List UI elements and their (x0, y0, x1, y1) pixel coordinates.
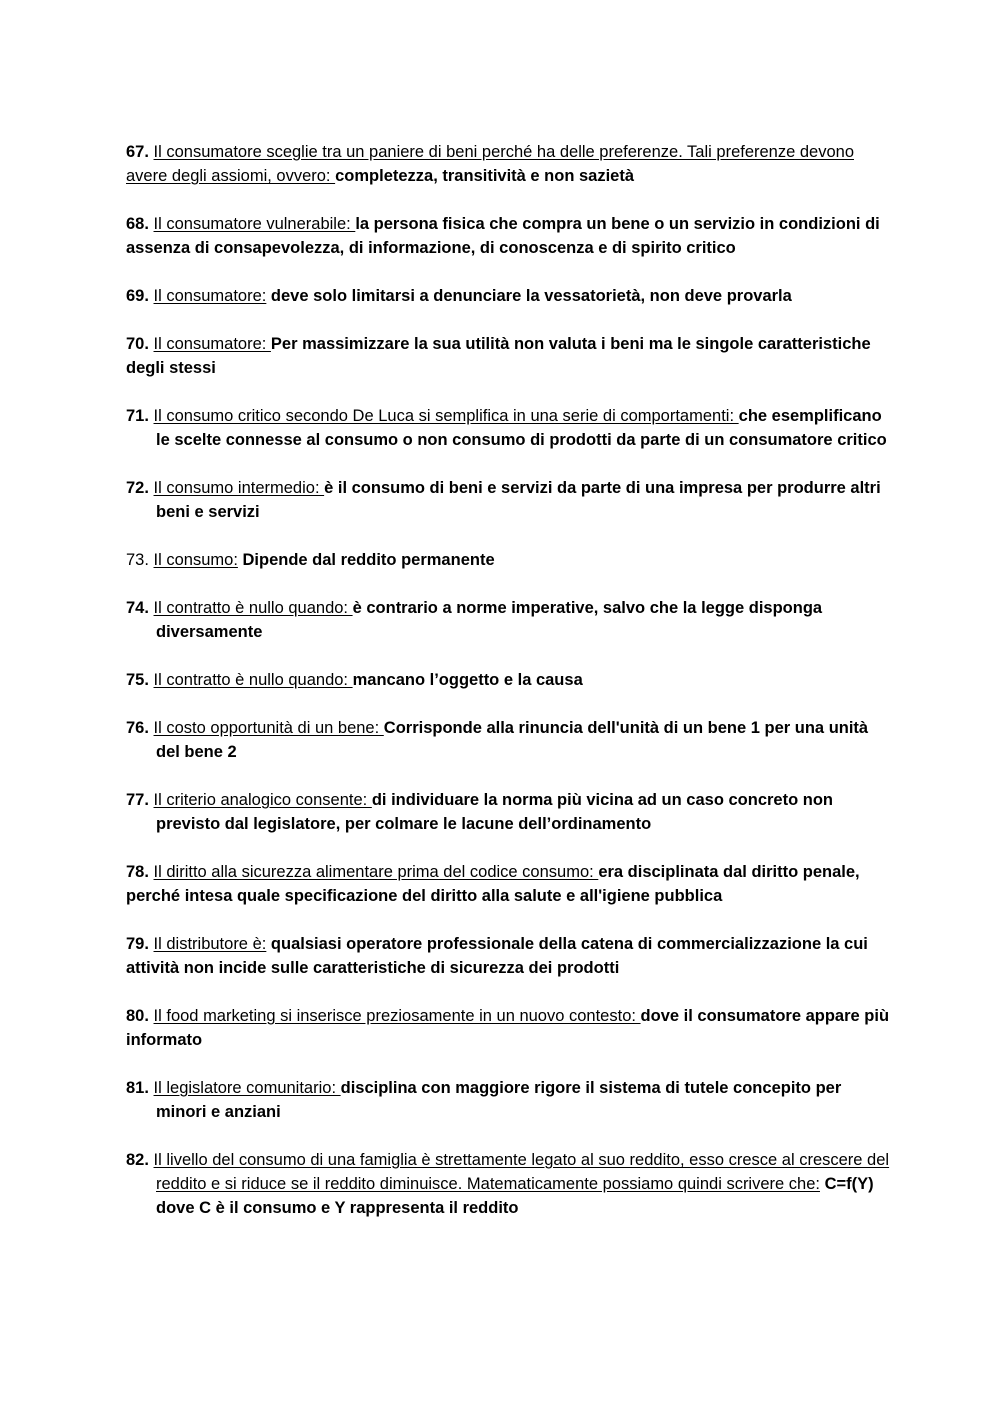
item-question: Il contratto è nullo quando: (153, 671, 353, 689)
item-answer: Per massimizzare la sua utilità non valuta i beni ma le singole caratteristiche degli stessi (126, 335, 871, 377)
item-question: Il consumo critico secondo De Luca si semplifica in una serie di comportamenti: (153, 407, 739, 425)
list-item (126, 140, 896, 188)
item-question: Il costo opportunità di un bene: (153, 719, 384, 737)
item-number: 81. (126, 1079, 149, 1097)
item-question: Il consumatore: (153, 287, 267, 305)
item-question: Il consumatore sceglie tra un paniere di beni perché ha delle preferenze. Tali preferenze devono avere degli assiomi, ovvero: (126, 143, 854, 185)
list-item (126, 332, 896, 380)
item-answer: deve solo limitarsi a denunciare la vessatorietà, non deve provarla (266, 287, 792, 305)
item-number: 79. (126, 935, 149, 953)
item-number: 69. (126, 287, 149, 305)
item-question: Il diritto alla sicurezza alimentare prima del codice consumo: (153, 863, 599, 881)
item-question: Il contratto è nullo quando: (153, 599, 353, 617)
list-item (126, 476, 896, 524)
list-item (126, 1076, 896, 1124)
item-question: Il consumatore vulnerabile: (153, 215, 356, 233)
item-question: Il food marketing si inserisce preziosamente in un nuovo contesto: (153, 1007, 641, 1025)
item-answer: qualsiasi operatore professionale della catena di commercializzazione la cui attività non incide sulle caratteristiche di sicurezza dei prodotti (126, 935, 868, 977)
item-answer: C=f(Y) dove C è il consumo e Y rappresenta il reddito (156, 1175, 874, 1217)
item-question: Il livello del consumo di una famiglia è strettamente legato al suo reddito, esso cresce al crescere del reddito e si riduce se il reddito diminuisce. Matematicamente possiamo quindi scrivere che: (153, 1151, 890, 1193)
item-number: 77. (126, 791, 149, 809)
item-number: 72. (126, 479, 149, 497)
item-number: 80. (126, 1007, 149, 1025)
item-answer: la persona fisica che compra un bene o un servizio in condizioni di assenza di consapevolezza, di informazione, di conoscenza e di spirito critico (126, 215, 880, 257)
list-item (126, 404, 896, 452)
item-number: 68. (126, 215, 149, 233)
item-number: 71. (126, 407, 149, 425)
list-item (126, 212, 896, 260)
document-page (126, 140, 896, 1244)
item-answer: disciplina con maggiore rigore il sistema di tutele concepito per minori e anziani (156, 1079, 842, 1121)
item-answer: di individuare la norma più vicina ad un caso concreto non previsto dal legislatore, per colmare le lacune dell’ordinamento (156, 791, 833, 833)
item-question: Il consumo intermedio: (153, 479, 325, 497)
list-item (126, 932, 896, 980)
item-number: 74. (126, 599, 149, 617)
item-number: 82. (126, 1151, 149, 1169)
item-question: Il criterio analogico consente: (153, 791, 372, 809)
item-number: 73. (126, 551, 149, 569)
item-number: 76. (126, 719, 149, 737)
item-question: Il consumatore: (153, 335, 271, 353)
item-answer: Dipende dal reddito permanente (237, 551, 495, 569)
list-item (126, 860, 896, 908)
item-number: 75. (126, 671, 149, 689)
item-answer: mancano l’oggetto e la causa (352, 671, 583, 689)
list-item (126, 596, 896, 644)
item-question: Il distributore è: (153, 935, 267, 953)
list-item (126, 788, 896, 836)
item-number: 70. (126, 335, 149, 353)
list-item (126, 1148, 896, 1220)
item-question: Il legislatore comunitario: (153, 1079, 341, 1097)
item-answer: che esemplificano le scelte connesse al consumo o non consumo di prodotti da parte di un consumatore critico (156, 407, 887, 449)
list-item (126, 1004, 896, 1052)
item-answer: Corrisponde alla rinuncia dell'unità di un bene 1 per una unità del bene 2 (156, 719, 869, 761)
item-question: Il consumo: (153, 551, 238, 569)
item-answer: completezza, transitività e non sazietà (335, 167, 635, 185)
item-number: 67. (126, 143, 149, 161)
list-item (126, 716, 896, 764)
item-answer: dove il consumatore appare più informato (126, 1007, 890, 1049)
list-item (126, 284, 896, 308)
list-item (126, 668, 896, 692)
item-answer: è il consumo di beni e servizi da parte di una impresa per produrre altri beni e servizi (156, 479, 881, 521)
list-item (126, 548, 896, 572)
item-answer: era disciplinata dal diritto penale, perché intesa quale specificazione del diritto alla salute e all'igiene pubblica (126, 863, 860, 905)
item-answer: è contrario a norme imperative, salvo che la legge disponga diversamente (156, 599, 823, 641)
item-number: 78. (126, 863, 149, 881)
